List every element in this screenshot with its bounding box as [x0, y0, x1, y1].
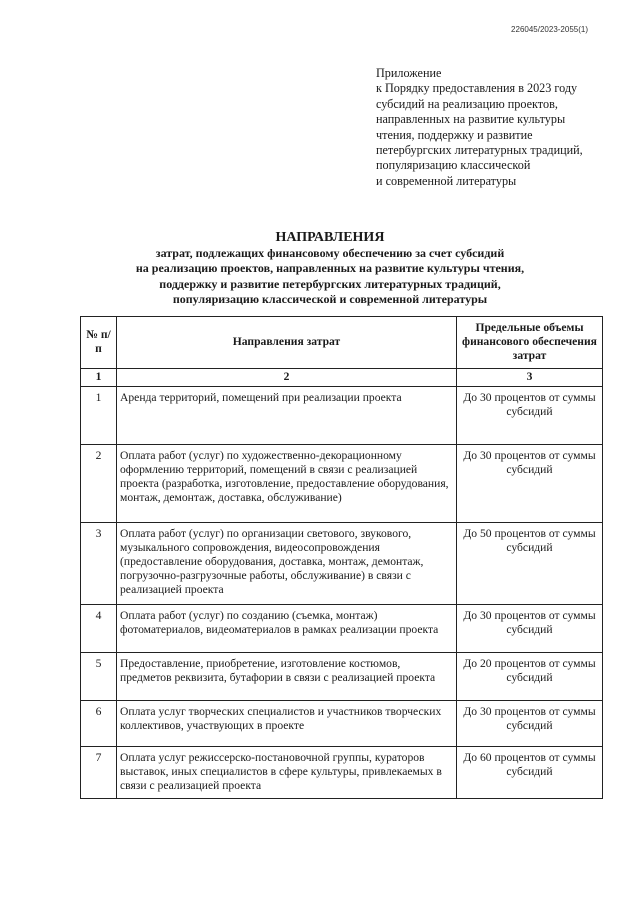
row-name: Оплата услуг режиссерско-постановочной группы, кураторов выставок, иных специалистов в сфере культуры, привлекаемых в связи с реализацией проекта [117, 746, 457, 798]
column-number: 2 [117, 368, 457, 386]
appendix-line: чтения, поддержку и развитие [376, 127, 533, 142]
row-num: 5 [81, 652, 117, 700]
row-num: 3 [81, 522, 117, 604]
row-limit: До 30 процентов от суммы субсидий [457, 700, 603, 746]
row-num: 1 [81, 386, 117, 444]
table-row [81, 386, 603, 444]
appendix-line: субсидий на реализацию проектов, [376, 96, 558, 111]
title-sub-line: на реализацию проектов, направленных на развитие культуры чтения, [135, 261, 525, 276]
table-row [81, 746, 603, 798]
column-number: 3 [457, 368, 603, 386]
header-limit: Предельные объемы финансового обеспечения затрат [457, 317, 603, 369]
row-limit: До 50 процентов от суммы субсидий [457, 522, 603, 604]
row-limit: До 60 процентов от суммы субсидий [457, 746, 603, 798]
title-sub-line: популяризацию классической и современной литературы [172, 292, 488, 307]
row-num: 6 [81, 700, 117, 746]
table-row [81, 652, 603, 700]
row-name: Оплата услуг творческих специалистов и участников творческих коллективов, участвующих в проекте [117, 700, 457, 746]
row-name: Предоставление, приобретение, изготовление костюмов, предметов реквизита, бутафории в связи с реализацией проекта [117, 652, 457, 700]
header-num: № п/п [81, 317, 117, 369]
row-name: Оплата работ (услуг) по организации светового, звукового, музыкального сопровождения, видеосопровождения (предоставление оборудования, доставка, монтаж, демонтаж, погрузочно-разгрузочные работы, обслуживание) в связи с реализацией проекта [117, 522, 457, 604]
appendix-line: и современной литературы [376, 173, 517, 188]
row-limit: До 30 процентов от суммы субсидий [457, 386, 603, 444]
row-num: 2 [81, 444, 117, 522]
appendix-line: Приложение [376, 66, 442, 80]
appendix-reference [376, 66, 616, 189]
table-row [81, 444, 603, 522]
document-title [110, 229, 550, 308]
row-limit: До 20 процентов от суммы субсидий [457, 652, 603, 700]
row-name: Оплата работ (услуг) по художественно-декорационному оформлению территорий, помещений в связи с реализацией проекта (разработка, изготовление, предоставление оборудования, монтаж, демонтаж, доставка, обслуживание) [117, 444, 457, 522]
row-name: Аренда территорий, помещений при реализации проекта [117, 386, 457, 444]
appendix-line: петербургских литературных традиций, [376, 143, 583, 158]
row-name: Оплата работ (услуг) по созданию (съемка, монтаж) фотоматериалов, видеоматериалов в рамках реализации проекта [117, 604, 457, 652]
title-main: НАПРАВЛЕНИЯ [275, 230, 385, 245]
row-limit: До 30 процентов от суммы субсидий [457, 604, 603, 652]
appendix-line: популяризацию классической [376, 158, 531, 173]
table-row [81, 700, 603, 746]
table-header-row [81, 317, 603, 369]
table-row [81, 604, 603, 652]
document-id: 226045/2023-2055(1) [511, 25, 588, 34]
header-name: Направления затрат [117, 317, 457, 369]
title-sub-line: поддержку и развитие петербургских литературных традиций, [159, 276, 501, 291]
cost-directions-table [80, 316, 603, 799]
row-limit: До 30 процентов от суммы субсидий [457, 444, 603, 522]
row-num: 4 [81, 604, 117, 652]
title-sub-line: затрат, подлежащих финансовому обеспечению за счет субсидий [155, 246, 505, 260]
appendix-line: к Порядку предоставления в 2023 году [376, 81, 578, 96]
row-num: 7 [81, 746, 117, 798]
table-row [81, 522, 603, 604]
column-number-row [81, 368, 603, 386]
appendix-line: направленных на развитие культуры [376, 112, 566, 127]
column-number: 1 [81, 368, 117, 386]
